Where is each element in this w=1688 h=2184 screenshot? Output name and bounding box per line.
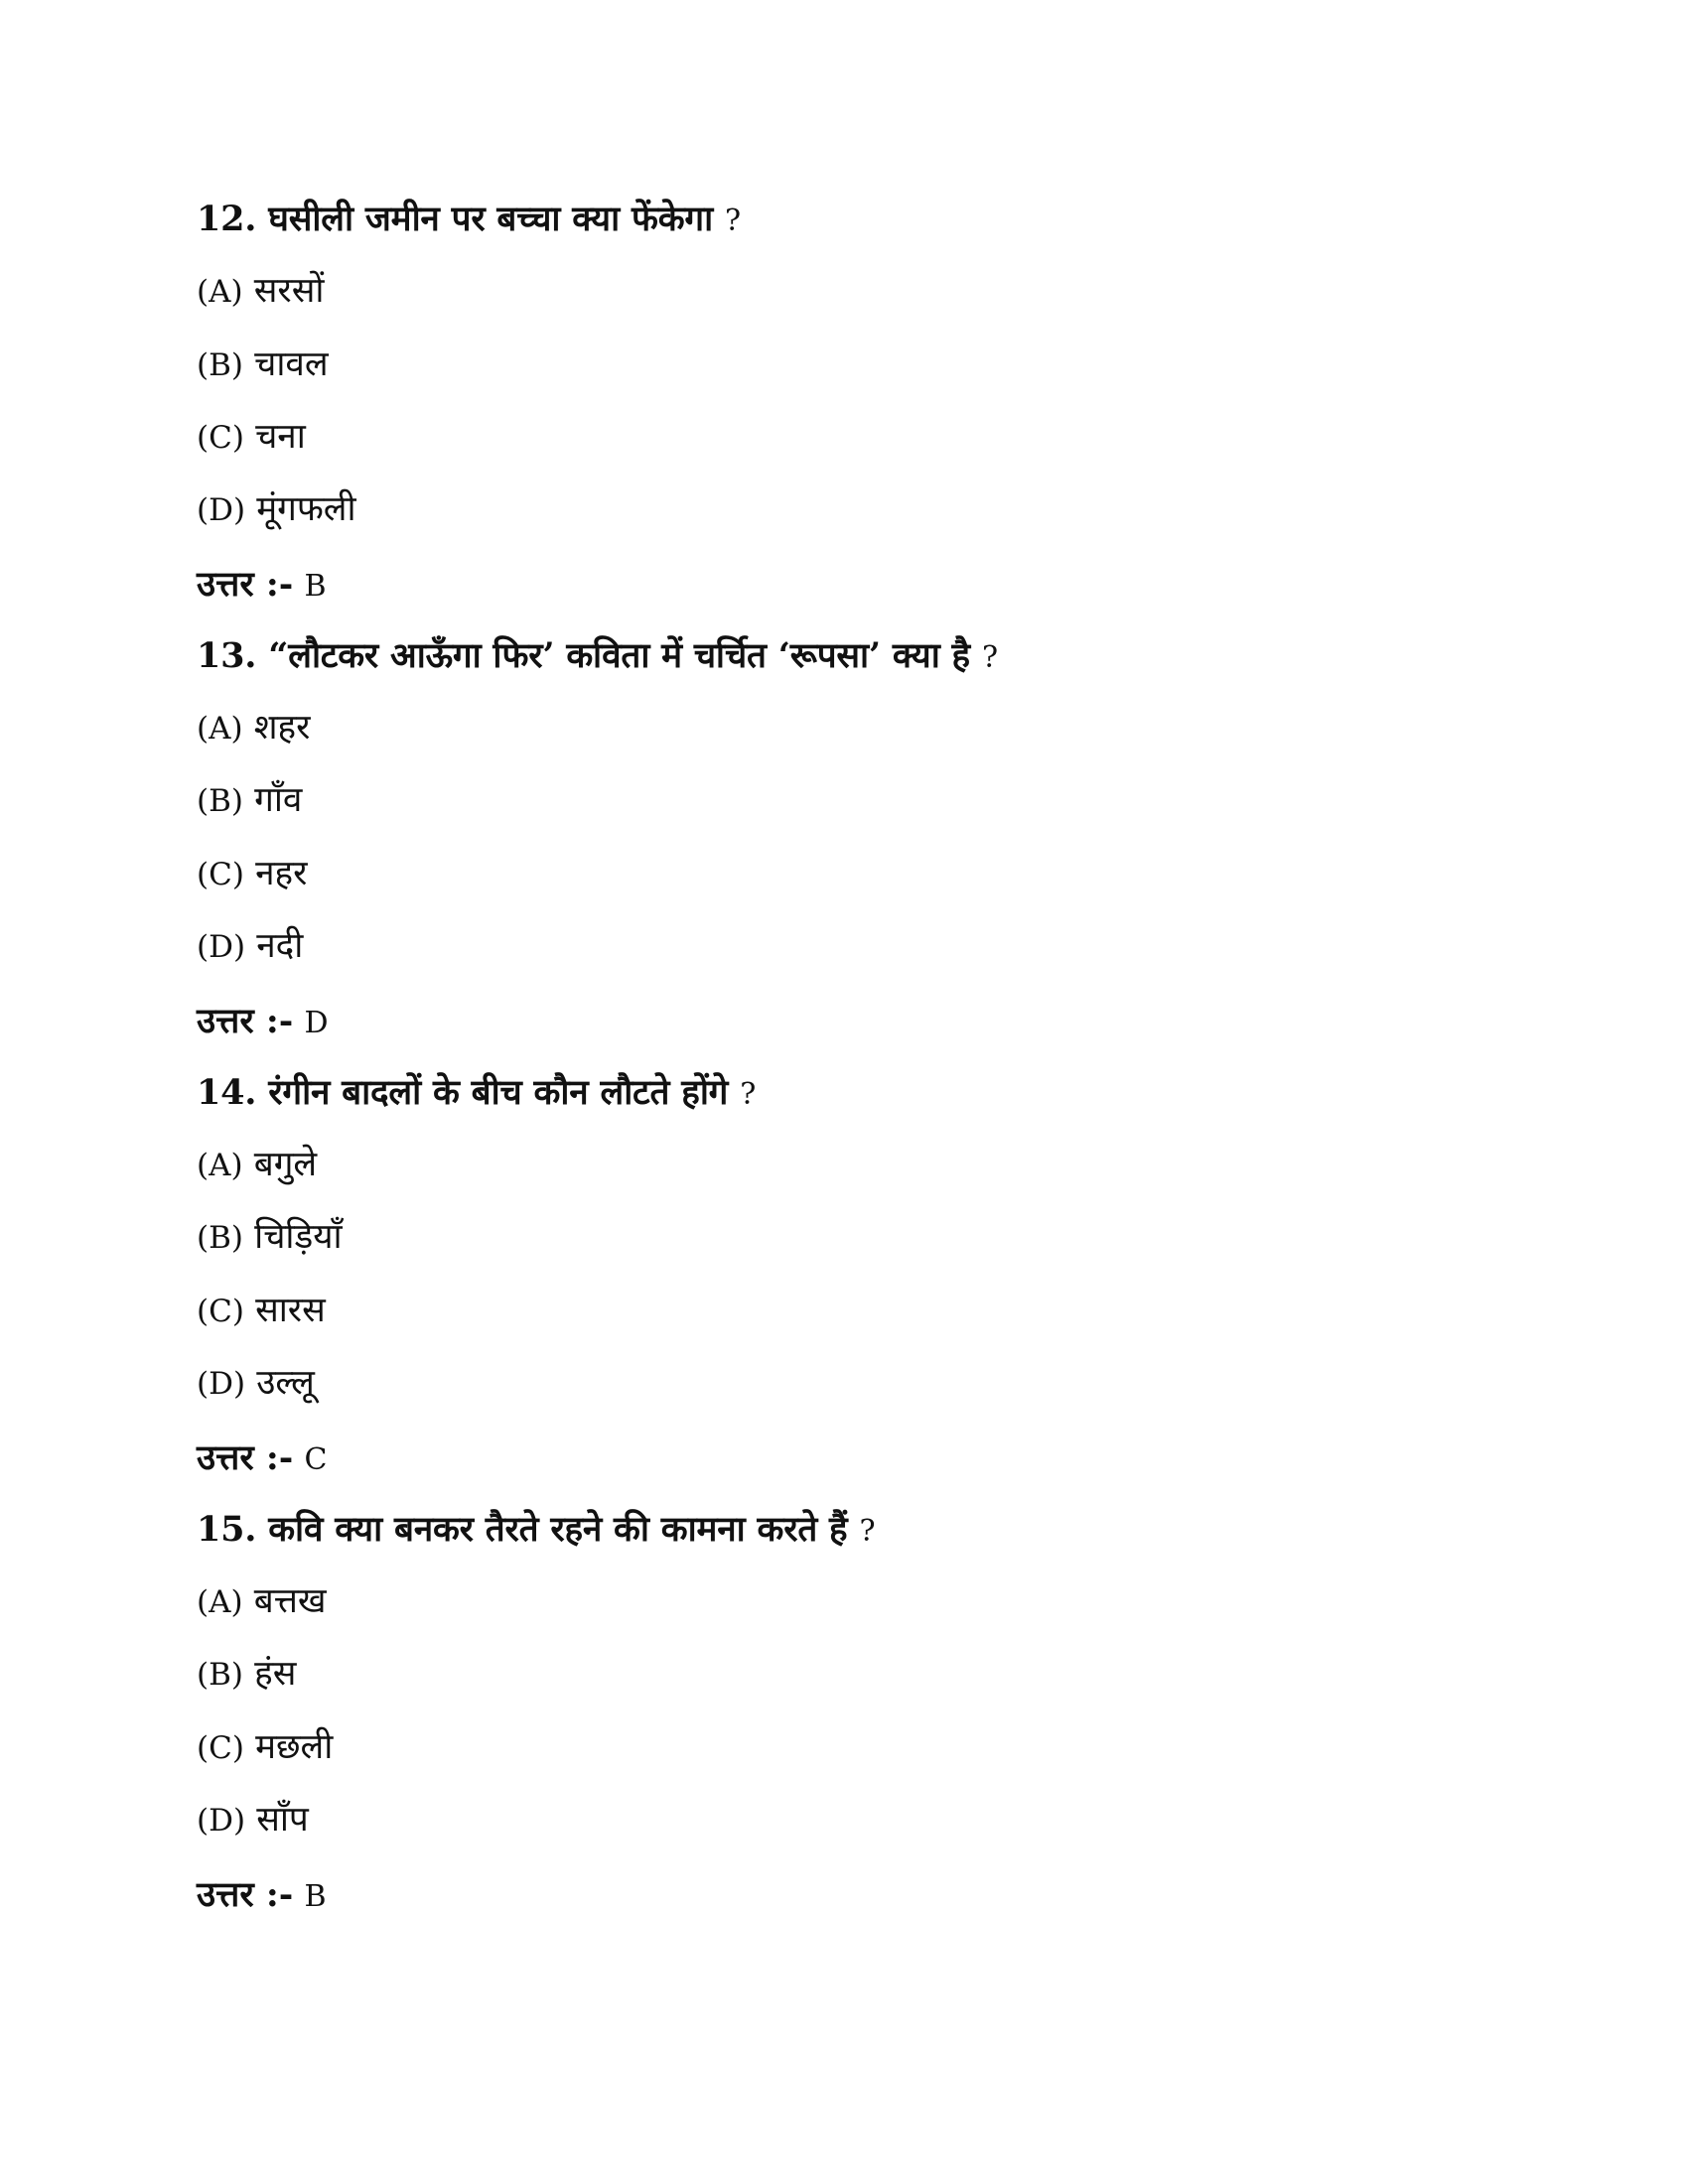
option-letter: (B)	[197, 1657, 243, 1693]
option-a	[197, 271, 325, 311]
option-d	[197, 489, 356, 529]
answer-line	[197, 1001, 329, 1041]
option-b	[197, 780, 303, 820]
answer-line	[197, 564, 327, 605]
option-text: सरसों	[253, 271, 325, 311]
option-letter: (C)	[197, 1294, 244, 1329]
option-letter: (C)	[197, 1730, 244, 1766]
answer-label: उत्तर :-	[197, 1874, 294, 1915]
option-a	[197, 1145, 318, 1184]
question-14	[197, 1072, 757, 1113]
option-d	[197, 926, 304, 966]
option-b	[197, 1654, 297, 1694]
option-text: साँप	[256, 1800, 309, 1840]
option-d	[197, 1363, 315, 1403]
question-mark: ?	[740, 1077, 757, 1112]
option-text: चना	[255, 417, 306, 457]
option-text: उल्लू	[256, 1363, 315, 1403]
question-mark: ?	[981, 640, 998, 675]
option-letter: (B)	[197, 783, 243, 819]
answer-line	[197, 1874, 327, 1915]
option-letter: (C)	[197, 420, 244, 456]
option-text: गाँव	[254, 780, 303, 820]
answer-value: D	[304, 1006, 329, 1040]
option-text: चिड़ियाँ	[254, 1217, 343, 1257]
option-letter: (D)	[197, 492, 246, 528]
option-text: बत्तख	[253, 1581, 327, 1621]
option-letter: (B)	[197, 347, 243, 383]
option-letter: (D)	[197, 1366, 246, 1402]
option-letter: (A)	[197, 1148, 243, 1183]
option-text: सारस	[255, 1291, 326, 1330]
question-mark: ?	[725, 204, 741, 238]
question-12	[197, 199, 741, 239]
answer-value: B	[304, 569, 327, 604]
question-text: 14. रंगीन बादलों के बीच कौन लौटते होंगे	[197, 1072, 729, 1113]
option-letter: (C)	[197, 857, 244, 892]
option-a	[197, 708, 311, 748]
answer-line	[197, 1437, 328, 1478]
option-c	[197, 854, 308, 893]
answer-label: उत्तर :-	[197, 564, 294, 605]
option-text: नदी	[256, 926, 304, 966]
answer-label: उत्तर :-	[197, 1437, 294, 1478]
option-letter: (D)	[197, 929, 246, 965]
option-letter: (B)	[197, 1220, 243, 1256]
option-letter: (D)	[197, 1803, 246, 1839]
option-c	[197, 417, 306, 457]
option-letter: (A)	[197, 1584, 243, 1620]
question-text: 12. घसीली जमीन पर बच्चा क्या फेंकेगा	[197, 199, 713, 239]
option-text: नहर	[255, 854, 308, 893]
option-b	[197, 1217, 343, 1257]
option-text: बगुले	[253, 1145, 318, 1184]
question-text: 15. कवि क्या बनकर तैरते रहने की कामना करते हैं	[197, 1509, 848, 1550]
option-b	[197, 344, 329, 384]
question-text: 13. “लौटकर आऊँगा फिर’ कविता में चर्चित ‘रूपसा’ क्या है	[197, 635, 970, 676]
question-13	[197, 635, 998, 676]
option-text: चावल	[254, 344, 329, 384]
option-text: शहर	[253, 708, 311, 748]
option-a	[197, 1581, 327, 1621]
answer-value: B	[304, 1879, 327, 1914]
option-text: हंस	[254, 1654, 297, 1694]
option-letter: (A)	[197, 274, 243, 310]
answer-label: उत्तर :-	[197, 1001, 294, 1041]
option-c	[197, 1727, 334, 1767]
option-text: मछली	[255, 1727, 334, 1767]
option-letter: (A)	[197, 711, 243, 747]
option-d	[197, 1800, 309, 1840]
question-15	[197, 1509, 876, 1550]
answer-value: C	[304, 1442, 328, 1477]
option-text: मूंगफली	[256, 489, 356, 529]
question-mark: ?	[859, 1514, 876, 1549]
option-c	[197, 1291, 326, 1330]
